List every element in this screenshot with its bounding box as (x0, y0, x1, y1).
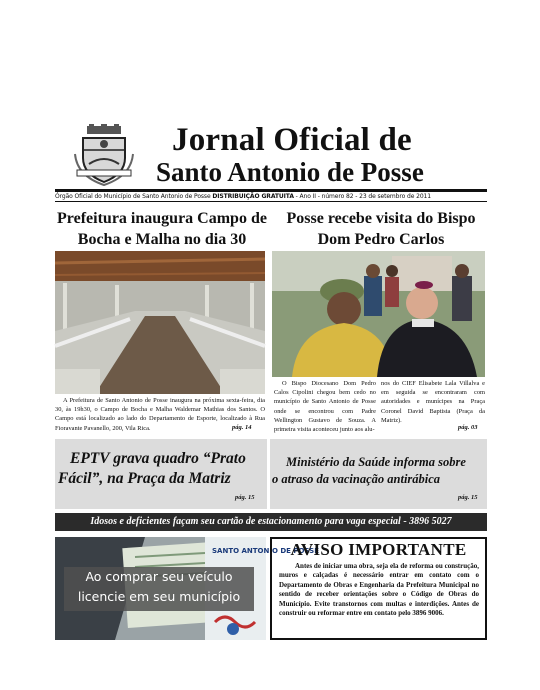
free-distribution-label: DISTRIBUIÇÃO GRATUITA (212, 193, 294, 200)
page-ref-campo-bocha[interactable]: pág. 14 (232, 424, 252, 431)
eptv-headline-line2[interactable]: Fácil”, na Praça da Matriz (58, 470, 231, 487)
ad-line1: Ao comprar seu veículo (85, 569, 233, 584)
aviso-title: AVISO IMPORTANTE (290, 540, 467, 559)
masthead-rule-bottom (55, 201, 487, 202)
caption-campo-bocha: A Prefeitura de Santo Antonio de Posse inaugura na próxima sexta-feira, dia 30, às 19h30, o Campo de Bocha e Malha Waldemar Mathias dos Santos. O Campo está localizado ao lado do Departamento de Esporte, localizado à Rua Fioravante Pavanello, 200, Vila Rica. (55, 397, 265, 432)
masthead-rule (55, 189, 487, 192)
newspaper-title-line1: Jornal Oficial de (172, 122, 412, 158)
aviso-body: Antes de iniciar uma obra, seja ela de reforma ou construção, muros e calçadas é necessário entrar em contato com o Departamento de Obras e Engenharia da Prefeitura Municipal no sentido de receber orientações sobre o Código de Obras do Município. Evite transtornos com multas e interdições. Antes de construir ou reformar entre em contato pelo 3896 9006. (279, 562, 479, 618)
issue-info-suffix: - Ano II - número 82 - 23 de setembro de 2011 (293, 193, 431, 200)
caption-bispo-col2: nos do CIEF Elisabete Lala Villalva e em seguida se encontraram com autoridades e munícipes na Praça Coronel David Baptista (Praça da Matriz). (381, 380, 485, 424)
ad-line2: licencie em seu município (77, 589, 241, 604)
issue-info-line (55, 193, 487, 200)
photo-campo-bocha (55, 251, 265, 394)
ad-logo-text: SANTO ANTONIO DE POSSE (212, 547, 319, 555)
page-ref-bispo[interactable]: pág. 03 (458, 424, 478, 431)
page-ref-eptv[interactable]: pág. 15 (235, 494, 255, 501)
photo-bispo-visita (272, 251, 485, 377)
ad-message[interactable] (64, 567, 254, 611)
parking-card-banner: Idosos e deficientes façam seu cartão de estacionamento para vaga especial - 3896 5027 (55, 513, 487, 531)
vacinacao-headline-line1[interactable]: Ministério da Saúde informa sobre (286, 455, 466, 469)
coat-of-arms-icon (73, 124, 135, 186)
headline-bispo-visita[interactable]: Posse recebe visita do Bispo Dom Pedro Carlos (286, 210, 476, 248)
page-ref-vacinacao[interactable]: pág. 15 (458, 494, 478, 501)
issue-info-prefix: Órgão Oficial do Município de Santo Antonio de Posse (55, 193, 213, 200)
vacinacao-headline-line2[interactable]: o atraso da vacinação antirábica (272, 472, 441, 486)
caption-bispo-col1: O Bispo Diocesano Dom Pedro Calos Cipolini chegou bem cedo no município de Santo Antonio de Posse onde se encontrou com Padre Wellington Gustavo de Souza. A primeira visita aconteceu junto aos alu- (274, 380, 376, 434)
newspaper-title-line2: Santo Antonio de Posse (156, 157, 424, 187)
headline-campo-bocha[interactable]: Prefeitura inaugura Campo de Bocha e Malha no dia 30 (57, 210, 267, 248)
eptv-headline-line1[interactable]: EPTV grava quadro “Prato (70, 450, 246, 467)
